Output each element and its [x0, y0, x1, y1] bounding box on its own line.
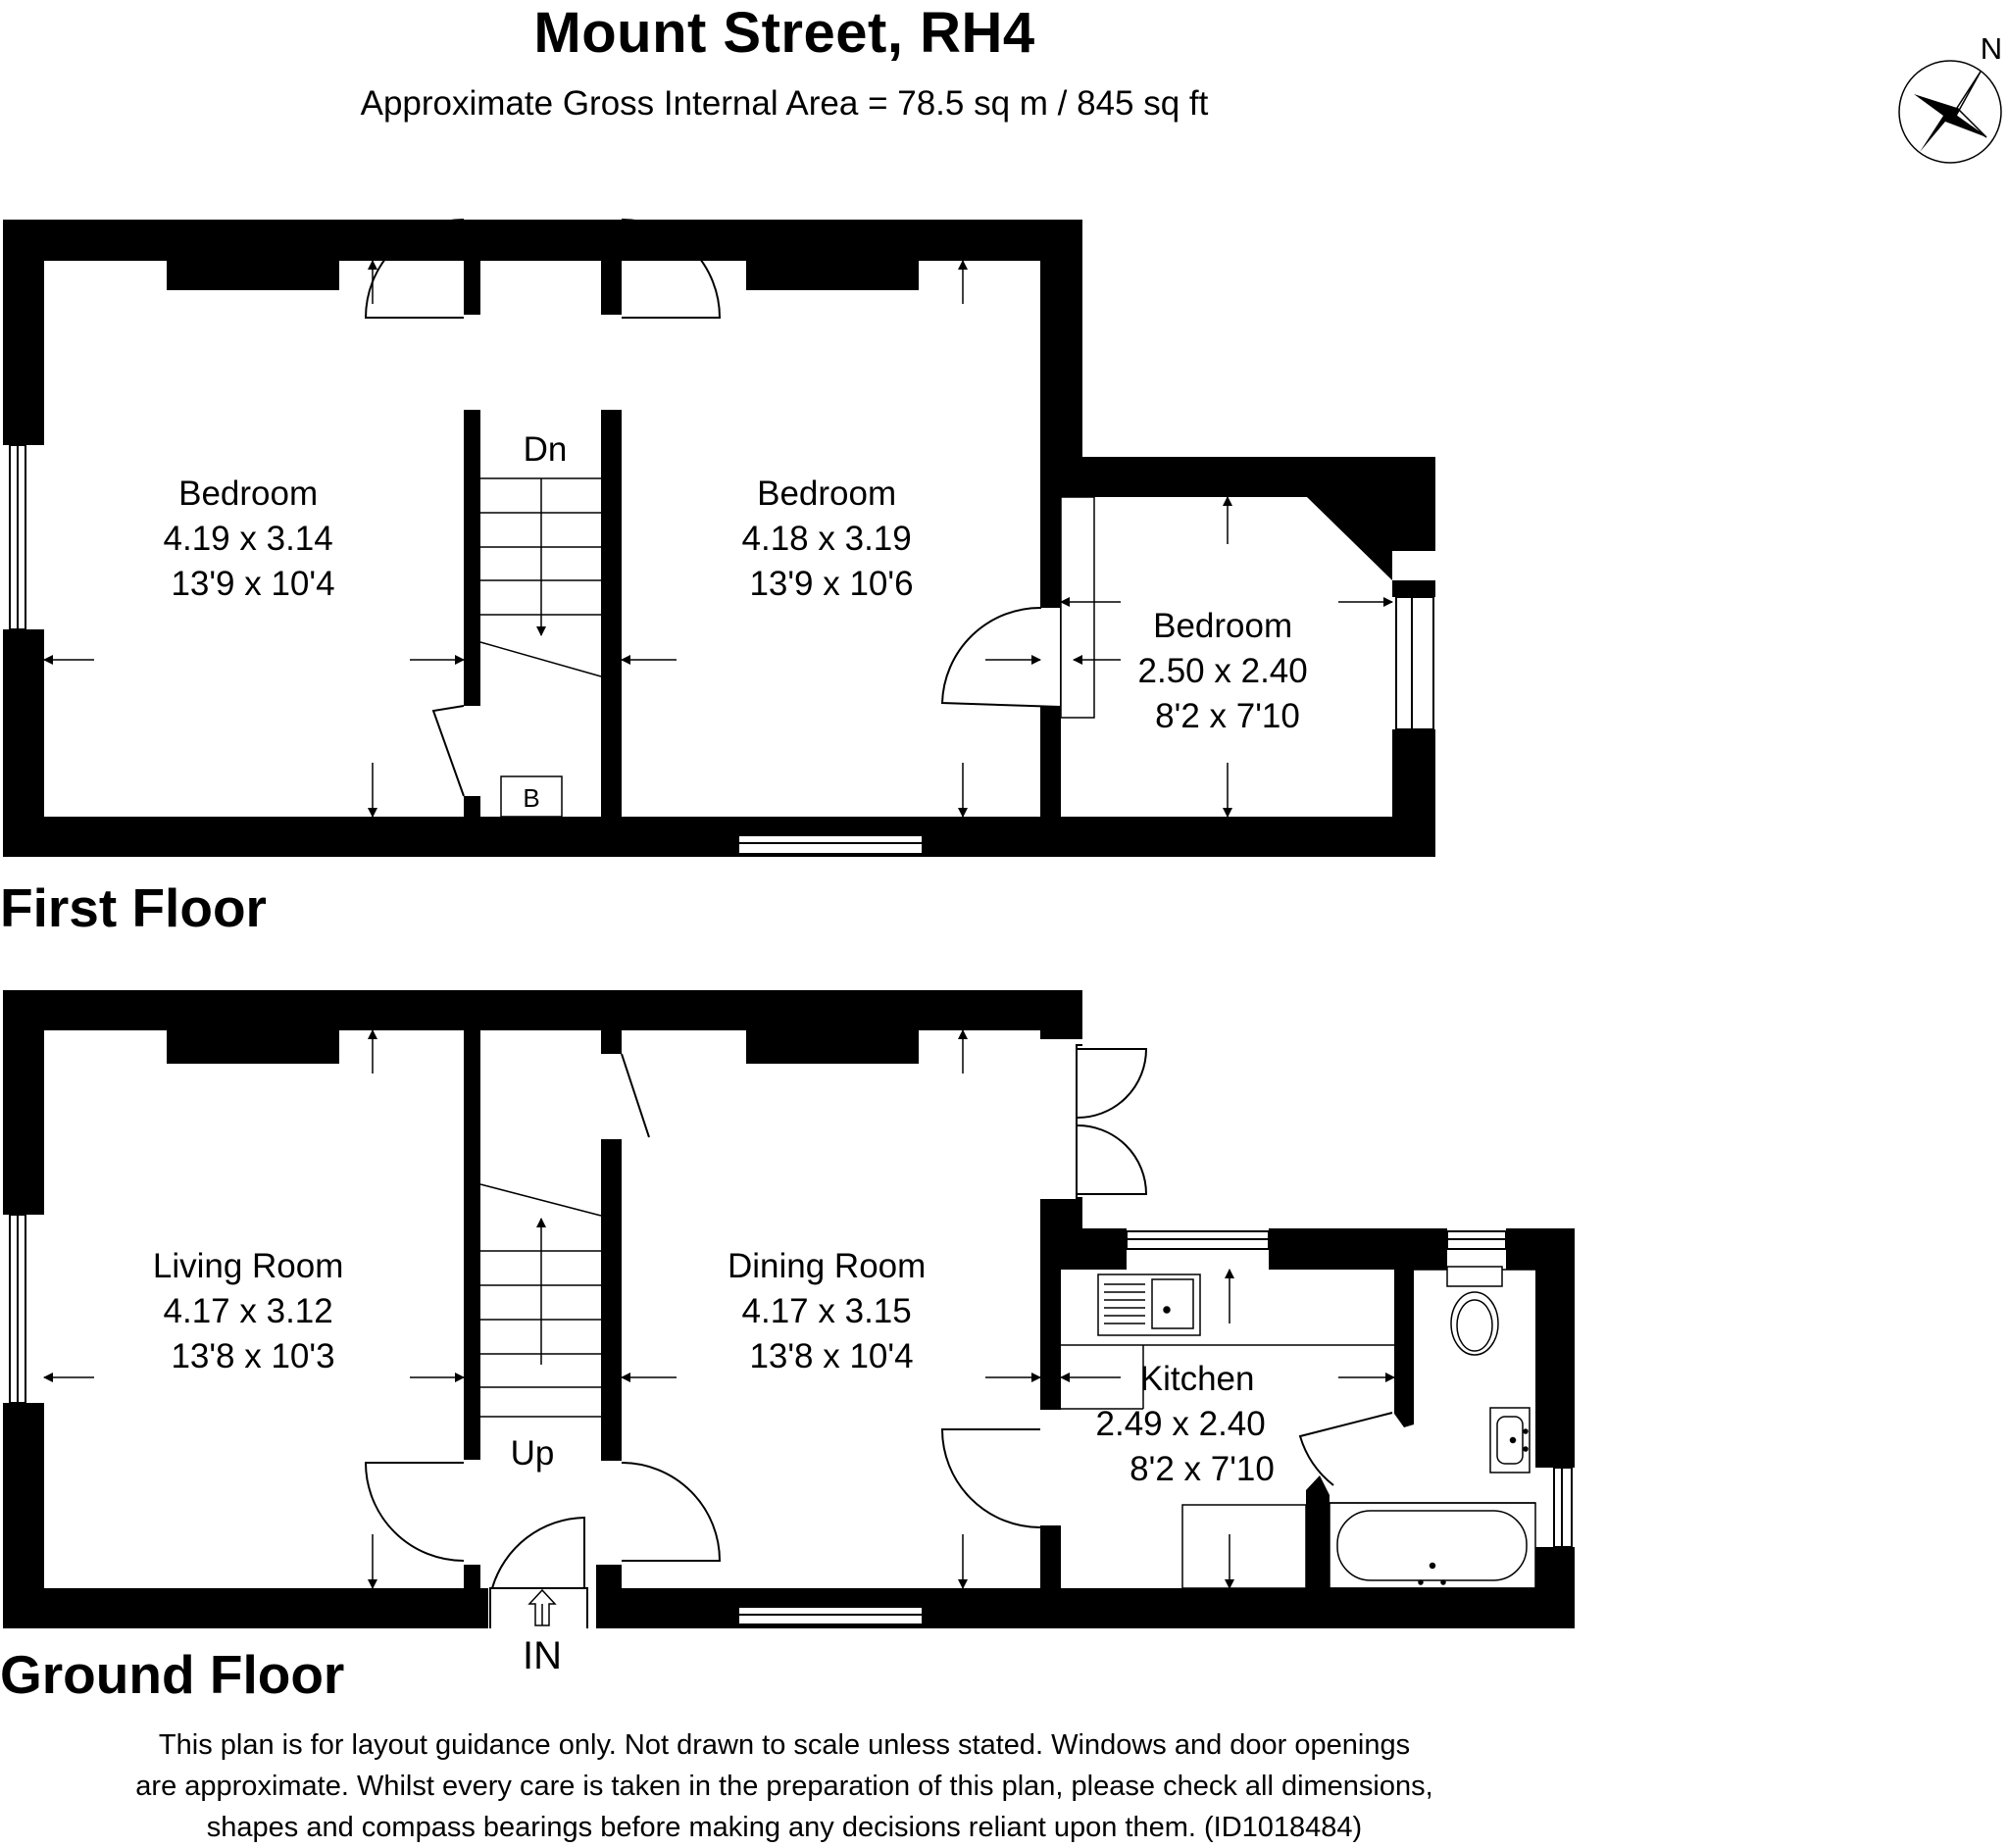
floor-label-first: First Floor: [0, 877, 267, 938]
compass-icon: [1899, 31, 2002, 163]
bath-icon: [1330, 1503, 1535, 1588]
bathroom-fittings: [1330, 1270, 1535, 1588]
ground-floor-plan: [3, 990, 1575, 1677]
plan-title: Mount Street, RH4: [533, 1, 1035, 65]
disclaimer: [0, 1724, 1569, 1848]
kitchen-sink-icon: [1098, 1274, 1200, 1335]
room-label-bedroom-2: Bedroom 4.18 x 3.19 13'9 x 10'6: [741, 474, 914, 603]
room-label-bedroom-1: Bedroom 4.19 x 3.14 13'9 x 10'4: [163, 474, 335, 603]
disclaimer-line: This plan is for layout guidance only. Not drawn to scale unless stated. Windows and door openings: [158, 1729, 1411, 1761]
first-floor-plan: [3, 220, 1435, 857]
wash-basin-icon: [1490, 1408, 1530, 1473]
gross-internal-area: Approximate Gross Internal Area = 78.5 sq m / 845 sq ft: [360, 84, 1209, 123]
boiler-cupboard: [501, 776, 562, 817]
stairs-down-label: Dn: [523, 430, 568, 469]
entrance-label: IN: [523, 1634, 562, 1677]
first-floor-stairs: [480, 478, 601, 676]
disclaimer-line: shapes and compass bearings before making any decisions reliant upon them. (ID1018484): [206, 1812, 1363, 1843]
entrance-arrow-icon: [529, 1590, 555, 1625]
ground-floor-stairs: [480, 1184, 601, 1417]
room-label-bedroom-3: Bedroom 2.50 x 2.40 8'2 x 7'10: [1137, 607, 1308, 735]
room-label-kitchen: Kitchen 2.49 x 2.40 8'2 x 7'10: [1095, 1360, 1275, 1488]
compass-north-label: N: [1980, 31, 2003, 66]
stairs-up-label: Up: [510, 1434, 555, 1473]
room-label-living-room: Living Room 4.17 x 3.12 13'8 x 10'3: [152, 1247, 344, 1375]
floor-label-ground: Ground Floor: [0, 1644, 345, 1705]
wardrobe-unit: [1061, 497, 1094, 718]
toilet-icon: [1447, 1267, 1502, 1355]
disclaimer-line: are approximate. Whilst every care is taken in the preparation of this plan, please check all dimensions,: [135, 1771, 1433, 1802]
boiler-label: B: [523, 783, 540, 813]
room-label-dining-room: Dining Room 4.17 x 3.15 13'8 x 10'4: [727, 1247, 927, 1375]
